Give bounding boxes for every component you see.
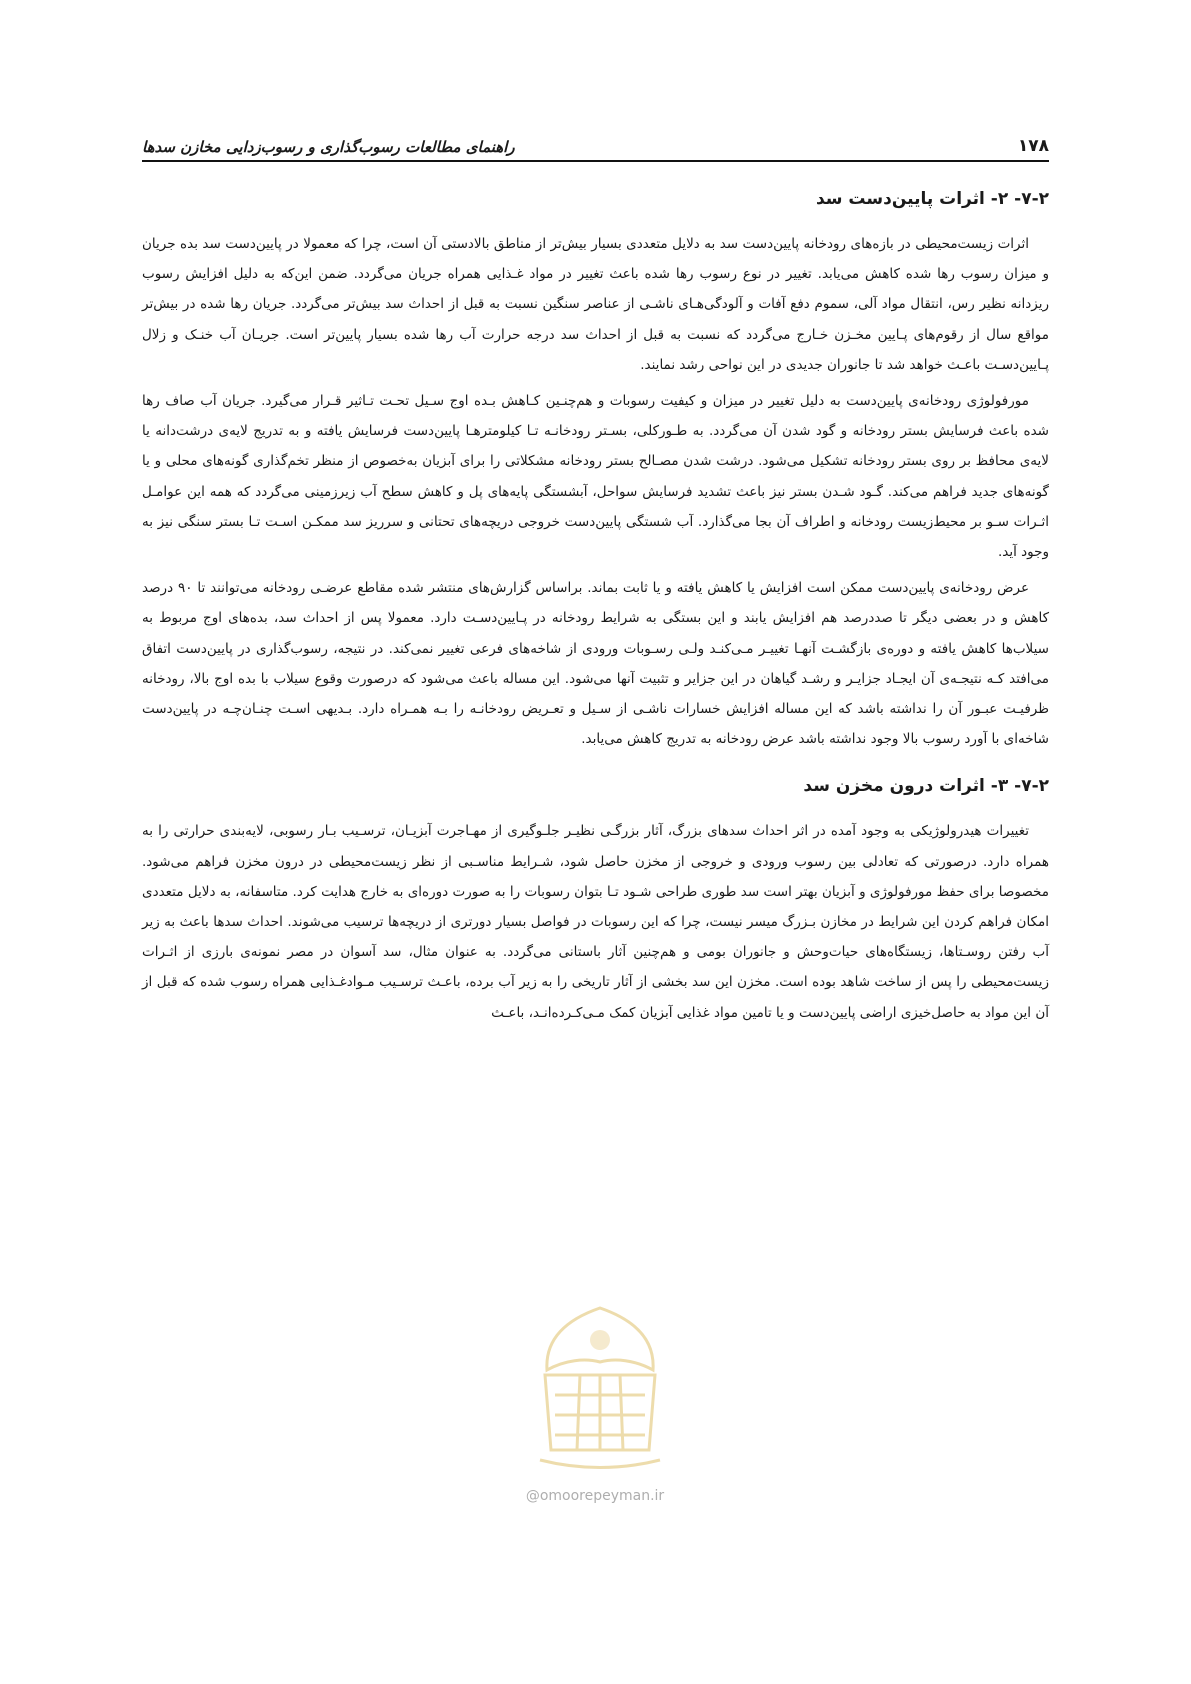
page-header bbox=[142, 126, 1049, 156]
section-heading: ۷-۲- ۳- اثرات درون مخزن سد bbox=[803, 776, 1049, 797]
paragraph: عرض رودخانه‌ی پایین‌دست ممکن است افزایش یا کاهش یافته و یا ثابت بماند. براساس گزارش‌های منتشر شده مقاطع عرضـی رودخانه می‌توانند تا ۹۰ درصد کاهش و در بعضی دیگر تا صددرصد هم افزایش یابند و این بستگی به شرایط رودخانه در پـایین‌دسـت دارد. معمولا پس از احداث سد، بده‌های اوج مربوط به سیلاب‌ها کاهش یافته و دوره‌ی بازگشـت آنهـا تغییـر مـی‌کنـد ولـی رسـوبات ورودی از شاخه‌های فرعی تغییر نمی‌کند. در نتیجه، رسوب‌گذاری در پایین‌دست اتفاق می‌افتد کـه نتیجـه‌ی آن ایجـاد جزایـر و رشـد گیاهان در این جزایر و تثبیت آنها می‌شود. این مساله باعث می‌شود که درصورت وقوع سیلاب با بده اوج بالا، رودخانه ظرفیـت عبـور آن را نداشته باشد که این مساله افزایش خسارات ناشـی از سـیل و تعـریض رودخانـه را بـه همـراه دارد. بـدیهی اسـت چنـان‌چـه در پایین‌دست شاخه‌ای با آورد رسوب بالا وجود نداشته باشد عرض رودخانه به تدریج کاهش می‌یابد. bbox=[142, 580, 1049, 748]
section-reservoir-effects bbox=[142, 770, 1049, 1027]
page-number: ۱۷۸ bbox=[1017, 136, 1049, 156]
paragraph: تغییرات هیدرولوژیکی به وجود آمده در اثر احداث سدهای بزرگ، آثار بزرگـی نظیـر جلـوگیری از مهـاجرت آبزیـان، ترسـیب بـار رسوبی، لایه‌بندی حرارتی را به همراه دارد. درصورتی که تعادلی بین رسوب ورودی و خروجی از مخزن حاصل شود، شـرایط مناسـبی از نظر زیست‌محیطی در درون مخزن فراهم می‌شود. مخصوصا برای حفظ مورفولوژی و آبزیان بهتر است سد طوری طراحی شـود تـا بتوان رسوبات را به صورت دوره‌ای به خارج هدایت کرد. متاسفانه، به دلایل متعددی امکان فراهم کردن این شرایط در مخازن بـزرگ میسر نیست، چرا که این رسوبات در فواصل بسیار دورتری از دریچه‌ها ترسیب می‌شوند. احداث سدها باعث به زیر آب رفتن روسـتاها، زیستگاه‌های حیات‌وحش و جانوران بومی و هم‌چنین آثار باستانی می‌گردد. به عنوان مثال، سد آسوان در مصر نمونه‌ی بارزی از اثـرات زیست‌محیطی را پس از ساخت شاهد بوده است. مخزن این سد بخشی از آثار تاریخی را به زیر آب برده، باعـث ترسـیب مـوادغـذایی همراه رسوب شده که قبل از آن این مواد به حاصل‌خیزی اراضی پایین‌دست و یا تامین مواد غذایی آبزیان کمک مـی‌کـرده‌انـد، باعـث bbox=[142, 823, 1049, 1021]
page-content bbox=[142, 183, 1049, 1034]
paragraph: مورفولوژی رودخانه‌ی پایین‌دست به دلیل تغییر در میزان و کیفیت رسوبات و هم‌چنـین کـاهش بـده اوج سـیل تحـت تـاثیر قـرار می‌گیرد. جریان آب صاف رها شده باعث فرسایش بستر رودخانه و گود شدن آن می‌گردد. به طـورکلی، بسـتر رودخانـه تـا کیلومترهـا پایین‌دست فرسایش یافته و به تدریج لایه‌ی درشت‌دانه یا لایه‌ی محافظ بر روی بستر رودخانه تشکیل می‌شود. درشت شدن مصـالح بستر رودخانه مشکلاتی را برای آبزیان به‌خصوص از منظر تخم‌گذاری گونه‌های محلی و یا گونه‌های جدید فراهم می‌کند. گـود شـدن بستر نیز باعث تشدید فرسایش سواحل، آبشستگی پایه‌های پل و کاهش سطح آب زیرزمینی می‌گردد که همه این عوامـل اثـرات سـو بر محیط‌زیست رودخانه و اطراف آن بجا می‌گذارد. آب شستگی پایین‌دست خروجی دریچه‌های تحتانی و سرریز سد ممکـن اسـت تـا بستر سنگی نیز به وجود آید. bbox=[142, 393, 1049, 561]
section-heading: ۷-۲- ۲- اثرات پایین‌دست سد bbox=[815, 189, 1049, 209]
running-title: راهنمای مطالعات رسوب‌گذاری و رسوب‌زدایی مخازن سدها bbox=[142, 138, 515, 156]
paragraph: اثرات زیست‌محیطی در بازه‌های رودخانه پایین‌دست سد به دلایل متعددی بسیار بیش‌تر از مناطق بالادستی آن است، چرا که معمولا در پایین‌دست سد بده جریان و میزان رسوب رها شده کاهش می‌یابد. تغییر در نوع رسوب رها شده باعث تغییر در مواد غـذایی همراه جریان می‌گردد. ضمن این‌که به دلیل افزایش رسوب ریزدانه نظیر رس، انتقال مواد آلی، سموم دفع آفات و آلودگی‌هـای ناشـی از عناصر سنگین نسبت به قبل از احداث سد بیش‌تر می‌گردد. جریان رها شده در بیش‌تر مواقع سال از رقوم‌های پـایین مخـزن خـارج می‌گردد که نسبت به قبل از احداث سد درجه حرارت آب رها شده بسیار پایین‌تر است. جریـان آب خنـک و زلال پـایین‌دسـت باعـث خواهد شد تا جانوران جدیدی در این نواحی رشد نمایند. bbox=[142, 236, 1049, 373]
header-rule bbox=[142, 160, 1049, 162]
watermark-logo-icon bbox=[525, 1300, 675, 1475]
watermark-text: @omoorepeyman.ir bbox=[525, 1488, 665, 1504]
section-downstream-effects bbox=[142, 183, 1049, 754]
